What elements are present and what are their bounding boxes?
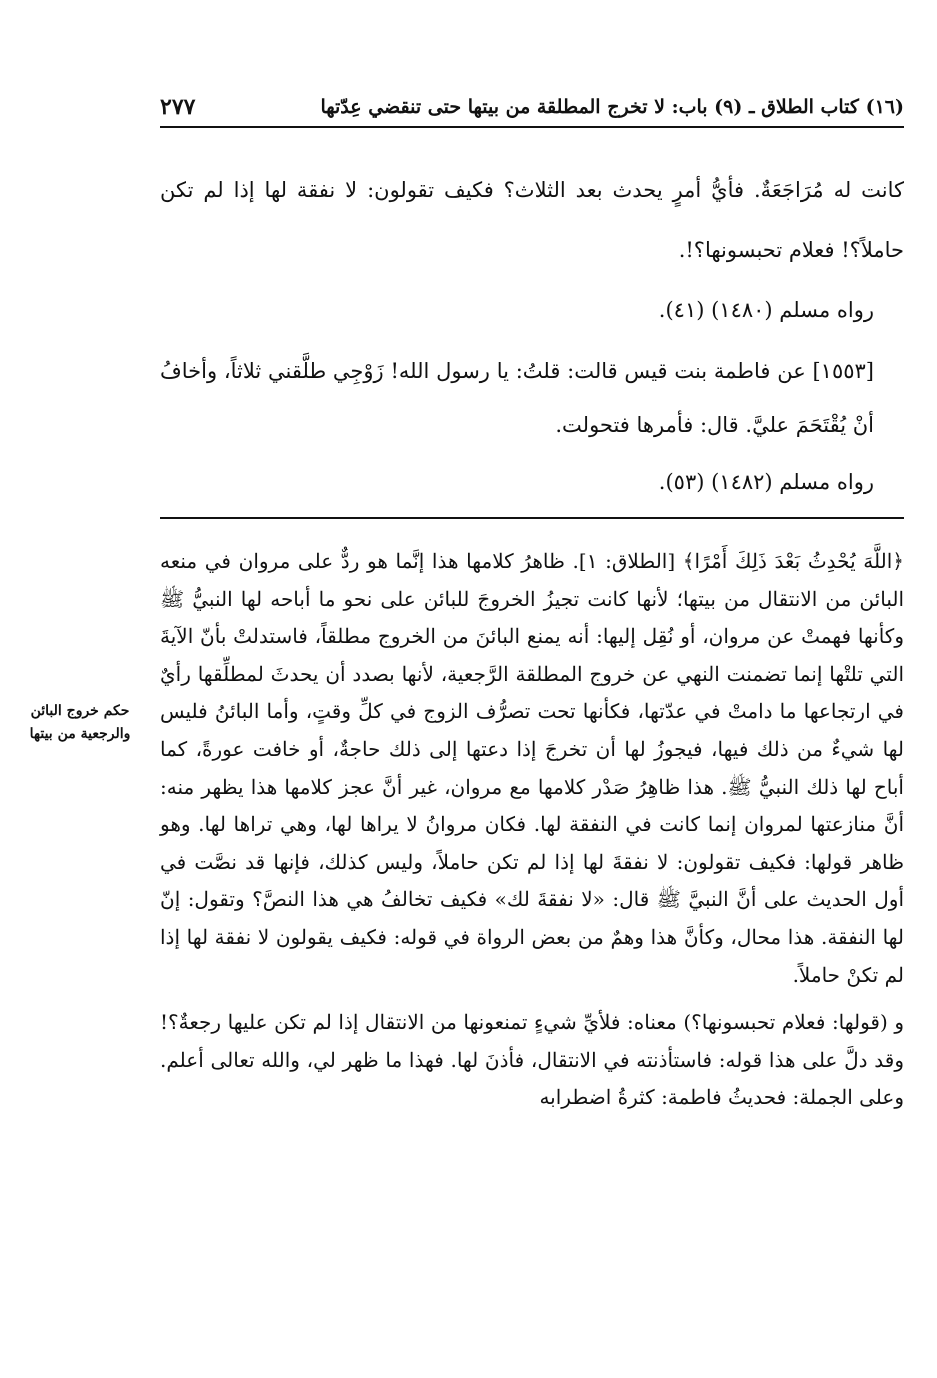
page-header xyxy=(160,92,904,124)
page-number: ٢٧٧ xyxy=(160,94,196,120)
section-divider xyxy=(160,517,904,519)
narration-reference: رواه مسلم (١٤٨٢) (٥٣). xyxy=(658,470,874,494)
header-rule xyxy=(160,126,904,128)
hadith-paragraph: كانت له مُرَاجَعَةٌ. فأيُّ أمرٍ يحدث بعد الثلاث؟ فكيف تقولون: لا نفقة لها إذا لم تكن حاملاً؟! فعلام تحبسونها؟!. xyxy=(160,178,904,262)
commentary-paragraph: ﴿اللَّهَ يُحْدِثُ بَعْدَ ذَلِكَ أَمْرًا﴾ [الطلاق: ١]. ظاهرُ كلامها هذا إنَّما هو ردٌّ على مروان في منعه البائن من الانتقال من بيتها؛ لأنها كانت تجيزُ الخروجَ للبائن على نحو ما أباحه لها النبيُّ ﷺ وكأنها فهمتْ عن مروان، أو نُقِل إليها: أنه يمنع البائنَ من الخروج مطلقاً، فاستدلتْ بأنّ الآيةَ التي تلتْها إنما تضمنت النهي عن خروج المطلقة الرَّجعية، لأنها بصدد أن يحدثَ لمطلِّقها رأيٌ في ارتجاعها ما دامتْ في عدّتها، فكأنها تحت تصرُّف الزوج في كلِّ وقتٍ، وأما البائنُ فليس لها شيءٌ من ذلك فيها، فيجوزُ لها أن تخرجَ إذا دعتها إلى ذلك حاجةٌ، أو خافت عورةً، كما أباح لها ذلك النبيُّ ﷺ. هذا ظاهِرُ صَدْر كلامها مع مروان، غير أنَّ عجز كلامها هذا يظهر منه: أنَّ منازعتها لمروان إنما كانت في النفقة لها. فكان مروانُ لا يراها لها، وهي تراها لها. وهو ظاهر قولها: فكيف تقولون: لا نفقةَ لها إذا لم تكن حاملاً، وليس كذلك، فإنها قد نصَّت في أول الحديث على أنَّ النبيَّ ﷺ قال: «لا نفقةَ لك» فكيف تخالفُ هي هذا النصَّ؟ وتقول: إنّ لها النفقة. هذا محال، وكأنَّ هذا وهمٌ من بعض الرواة في قوله: فكيف يقولون لا نفقة لها إذا لم تكنْ حاملاً. xyxy=(160,549,905,987)
narration-reference: رواه مسلم (١٤٨٠) (٤١). xyxy=(658,298,874,322)
running-title: (١٦) كتاب الطلاق ـ (٩) باب: لا تخرج المطلقة من بيتها حتى تنقضي عِدّتها xyxy=(320,96,904,118)
commentary-block xyxy=(160,543,904,1117)
hadith-paragraph: [١٥٥٣] عن فاطمة بنت قيس قالت: قلتُ: يا رسول الله! زَوْجِي طلَّقني ثلاثاً، وأخافُ أنْ يُقْتَحَمَ عليَّ. قال: فأمرها فتحولت. xyxy=(160,359,874,437)
hadith-text-block xyxy=(160,160,904,512)
margin-note: حكم خروج البائن والرجعية من بيتها xyxy=(29,703,131,742)
commentary-paragraph: و (قولها: فعلام تحبسونها؟) معناه: فلأيِّ شيءٍ تمنعونها من الانتقال إذا لم تكن عليها رجعةٌ؟! وقد دلَّ على هذا قوله: فاستأذنته في الانتقال، فأذنَ لها. فهذا ما ظهر لي، والله تعالى أعلم. وعلى الجملة: فحديثُ فاطمة: كثرةُ اضطرابه xyxy=(160,1010,904,1110)
